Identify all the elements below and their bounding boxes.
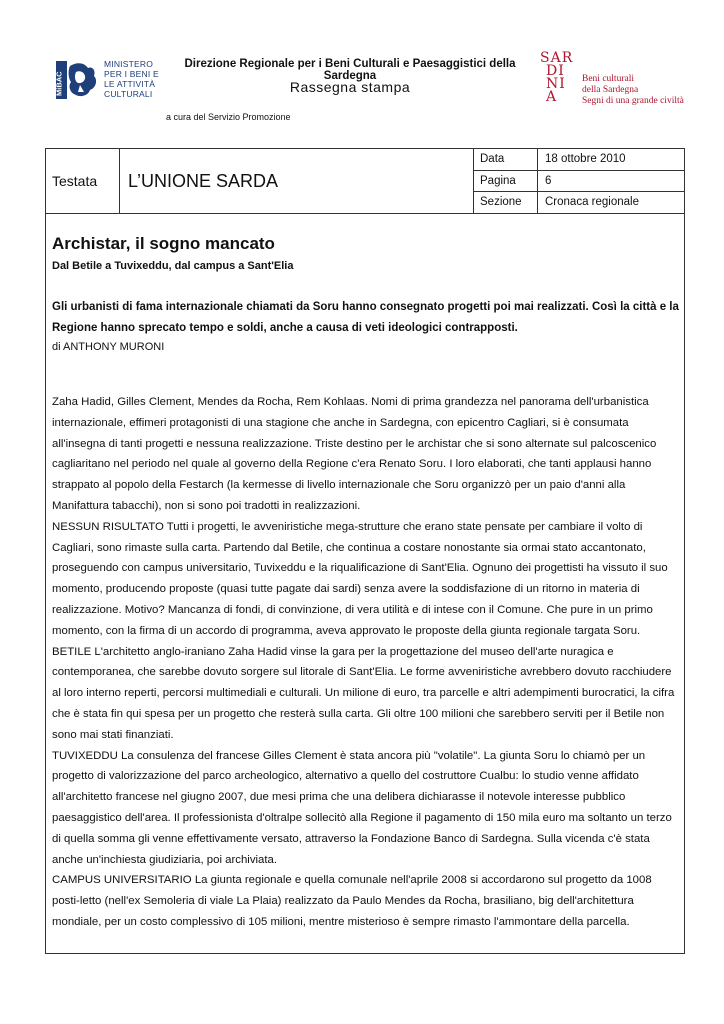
sardegna-logo-line: della Sardegna: [582, 85, 639, 95]
sardegna-logo-text: [582, 74, 722, 107]
sezione-value: Cronaca regionale: [545, 196, 639, 208]
press-meta-table: [46, 149, 684, 214]
article-paragraph: BETILE L'architetto anglo-iraniano Zaha Hadid vinse la gara per la progettazione del museo dell'arte nuragica e contemporanea, che sarebbe dovuto sorgere sul litorale di Sant'Elia. Le forme avveniristiche avrebbero dovuto racchiudere al loro interno reperti, percorsi multimediali e culturali. Un milione di euro, tra parcelle e altri adempimenti burocratici, la cifra che è stata fin qui spesa per un progetto che resterà sulla carta. Gli oltre 100 milioni che sarebbero serviti per il Betile non sono mai stati finanziati.: [52, 645, 675, 741]
sardegna-logo-line: Segni di una grande civiltà: [582, 96, 684, 106]
data-label: Data: [474, 149, 538, 170]
meta-row-sezione: [474, 191, 684, 213]
article: [52, 233, 680, 933]
article-paragraph: TUVIXEDDU La consulenza del francese Gilles Clement è stata ancora più "volatile". La giunta Soru lo chiamò per un progetto di valorizzazione del parco archeologico, alternativo a quello del costruttore Cualbu: lo studio venne affidato all'architetto francese nel giugno 2007, due mesi prima che una delibera dichiarasse il notevole interesse pubblico paesaggistico dell'area. Il professionista d'oltralpe sollecitò alla Regione il pagamento di 150 mila euro ma soltanto un terzo di quella somma gli venne effettivamente versato, attraverso la Fondazione Banco di Sardegna. Sulla vicenda c'è stata anche un'inchiesta giudiziaria, poi archiviata.: [52, 749, 672, 866]
ministry-emblem-icon: [54, 58, 100, 102]
article-byline: di ANTHONY MURONI: [52, 341, 165, 353]
sardegna-mark-line: A: [546, 89, 558, 105]
ministry-logo-line: CULTURALI: [104, 89, 153, 99]
testata-value: L’UNIONE SARDA: [120, 149, 474, 213]
article-paragraph: NESSUN RISULTATO Tutti i progetti, le avveniristiche mega-strutture che erano state pensate per cambiare il volto di Cagliari, sono rimaste sulla carta. Partendo dal Betile, che continua a costare nonostante sia ormai stato accantonato, proseguendo con campus universitario, Tuvixeddu e la riqualificazione di Sant'Elia. Ognuno dei progettisti ha vissuto il suo momento, producendo proposte (quasi tutte pagate dai sardi) senza avere la soddisfazione di un ritorno in materia di realizzazione. Motivo? Mancanza di fondi, di convinzione, di vera utilità e di intese con il Comune. Che pure in un primo momento, con la firma di un accordo di programma, aveva approvato le proposte della giunta regionale targata Soru.: [52, 520, 668, 637]
sardegna-logo-mark: [540, 50, 574, 105]
pagina-label: Pagina: [474, 171, 538, 192]
sardegna-logo: [540, 52, 720, 112]
article-frame: [45, 148, 685, 954]
sardegna-mark-line: NI: [546, 76, 566, 92]
article-title: Archistar, il sogno mancato: [52, 234, 275, 253]
ministry-logo-line: PER I BENI E: [104, 69, 159, 79]
sardegna-logo-line: Beni culturali: [582, 74, 634, 84]
pagina-value: 6: [545, 175, 552, 187]
header-subtitle: Rassegna stampa: [289, 79, 411, 95]
ministry-logo: [54, 58, 158, 106]
ministry-logo-line: LE ATTIVITÀ: [104, 79, 156, 89]
article-body: [52, 392, 680, 933]
sardegna-mark-line: SAR: [540, 50, 574, 66]
header-credit: a cura del Servizio Promozione: [166, 112, 291, 122]
ministry-logo-mark: MiBAC: [54, 71, 64, 96]
sezione-label: Sezione: [474, 192, 538, 213]
article-paragraph: Zaha Hadid, Gilles Clement, Mendes da Rocha, Rem Kohlaas. Nomi di prima grandezza nel panorama dell'urbanistica internazionale, effimeri protagonisti di una stagione che anche in Sardegna, con epicentro Cagliari, si è consumata all'insegna di tanti progetti e nessuna realizzazione. Triste destino per le archistar che si sono alternate sul palcoscenico cagliaritano nel periodo nel quale al governo della Regione c'era Renato Soru. I loro elaborati, che tanti applausi hanno strappato al popolo della Festarch (la kermesse di livello internazionale che Soru organizzò per un paio d'anni alla Manifattura tabacchi), non si sono poi tradotti in realizzazioni.: [52, 396, 657, 512]
data-value: 18 ottobre 2010: [545, 153, 626, 165]
ministry-logo-text: [104, 59, 164, 99]
page-header: [0, 0, 724, 140]
ministry-logo-line: MINISTERO: [104, 59, 154, 69]
article-lead: Gli urbanisti di fama internazionale chiamati da Soru hanno consegnato progetti poi mai realizzati. Così la città e la Regione hanno sprecato tempo e soldi, anche a causa di veti ideologici contrapposti.: [52, 301, 679, 334]
meta-row-data: [474, 149, 684, 170]
sardegna-mark-line: DI: [546, 63, 565, 79]
meta-row-pagina: [474, 170, 684, 192]
header-title: Direzione Regionale per i Beni Culturali e Paesaggistici della Sardegna: [184, 58, 516, 82]
article-subtitle: Dal Betile a Tuvixeddu, dal campus a Sant'Elia: [52, 260, 294, 272]
article-paragraph: CAMPUS UNIVERSITARIO La giunta regionale e quella comunale nell'aprile 2008 si accordarono sul progetto da 1008 posti-letto (nell'ex Semoleria di viale La Plaia) realizzato da Paulo Mendes da Rocha, brasiliano, big dell'architettura mondiale, per un costo complessivo di 105 milioni, mentre misterioso è sempre rimasto l'ammontare della parcella.: [52, 874, 652, 928]
testata-label: Testata: [46, 149, 120, 213]
